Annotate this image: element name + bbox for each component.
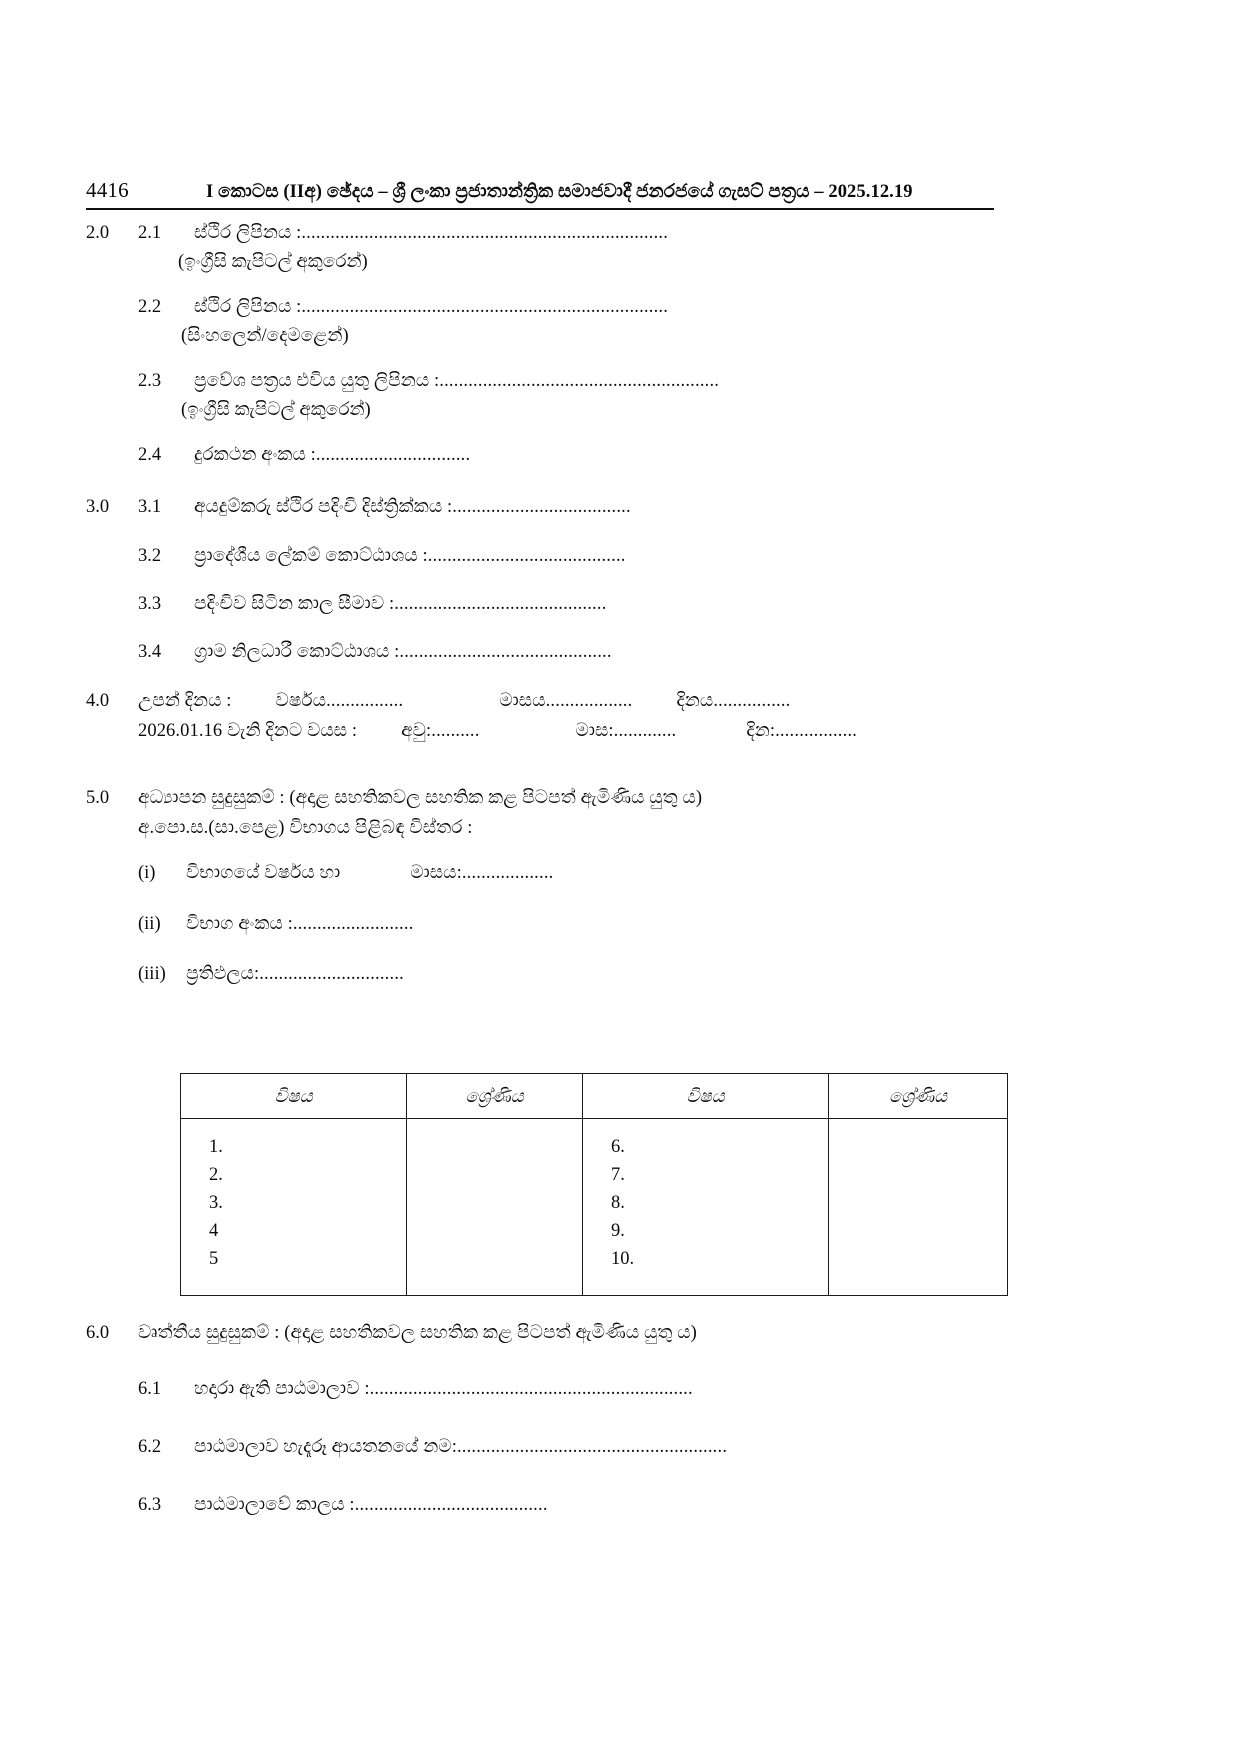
item-note-text-2-2: (සිංහලෙන්/දෙමළෙන්)	[181, 326, 349, 346]
item-number-2-3: 2.3	[138, 371, 162, 391]
subjects-grades-table	[180, 1073, 1008, 1296]
item-dots-2-1: ............................................................................	[301, 223, 669, 243]
item-number-5-i: (i)	[138, 863, 156, 883]
section-number-2-0: 2.0	[86, 223, 110, 243]
item-number-2-2: 2.2	[138, 297, 162, 317]
cell-grades-left[interactable]	[407, 1119, 583, 1296]
item-5-ii	[138, 913, 414, 936]
item-label-2-1: ස්ථිර ලිපිනය :	[194, 223, 302, 243]
item-5-iii	[138, 963, 404, 986]
item-label-2-2: ස්ථිර ලිපිනය :	[194, 297, 302, 317]
age-months-dots: .............	[613, 721, 677, 741]
item-dots-2-3: ..........................................................	[439, 371, 720, 391]
item-3-4	[138, 641, 612, 664]
item-note-2-1	[178, 251, 368, 274]
item-number-3-3: 3.3	[138, 594, 162, 614]
item-2-1	[86, 222, 668, 245]
item-dots-3-3: ............................................	[394, 594, 607, 614]
birth-date-label: උපන් දිනය :	[138, 691, 232, 711]
item-6-0-line1	[86, 1322, 697, 1345]
age-on-date-label: 2026.01.16 වැනි දිනට වයස :	[138, 721, 358, 741]
cell-grades-right[interactable]	[829, 1119, 1008, 1296]
item-dots-3-1: .....................................	[452, 497, 631, 517]
age-years-label: අවු:	[401, 721, 432, 741]
running-head	[86, 178, 1086, 203]
age-months-label: මාස:	[575, 721, 614, 741]
item-number-6-1: 6.1	[138, 1379, 162, 1399]
list-item: 3.	[209, 1193, 223, 1214]
item-5-0-line1	[86, 787, 702, 810]
header-rule	[86, 208, 994, 210]
item-number-6-3: 6.3	[138, 1495, 162, 1515]
age-days-dots: .................	[775, 721, 858, 741]
list-item: 7.	[611, 1165, 625, 1186]
age-days-label: දින:	[746, 721, 776, 741]
birth-year-label: වර්ෂය	[275, 691, 327, 711]
item-note-2-2	[181, 325, 349, 348]
list-item: 9.	[611, 1221, 625, 1242]
list-item: 8.	[611, 1193, 625, 1214]
table-header-row	[181, 1074, 1008, 1119]
column-header-subject-left: විෂය	[181, 1074, 407, 1119]
list-item: 1.	[209, 1137, 223, 1157]
item-dots-5-iii: ..............................	[259, 964, 404, 984]
item-label-2-4: දුරකථන අංකය :	[194, 445, 316, 465]
item-number-6-2: 6.2	[138, 1437, 162, 1457]
item-number-3-2: 3.2	[138, 546, 162, 566]
item-6-3	[138, 1494, 548, 1517]
cell-subjects-right[interactable]	[583, 1119, 829, 1296]
item-dots-6-3: ........................................	[354, 1495, 548, 1515]
item-label-6-3: පාඨමාලාවේ කාලය :	[194, 1495, 355, 1515]
item-label2-5-i: මාසය:	[410, 863, 462, 883]
item-dots-5-ii: .........................	[292, 914, 414, 934]
item-label-3-4: ග්‍රාම නිලධාරී කොට්ඨාශය :	[194, 642, 400, 662]
section-number-5-0: 5.0	[86, 788, 110, 808]
birth-month-label: මාසය	[499, 691, 546, 711]
item-dots-5-i: ...................	[461, 863, 554, 883]
list-item: 5	[209, 1249, 219, 1270]
birth-year-dots: ................	[326, 691, 404, 711]
item-5-0-line2	[138, 817, 472, 840]
item-label-5-iii: ප්‍රතිඵලය:	[186, 964, 260, 984]
column-header-grade-left: ශ්‍රේණිය	[407, 1074, 583, 1119]
item-4-0-line2	[138, 720, 857, 743]
item-dots-6-1: ...................................................................	[369, 1379, 693, 1399]
birth-day-dots: ................	[713, 691, 791, 711]
item-label-6-1: හදාරා ඇති පාඨමාලාව :	[194, 1379, 370, 1399]
cell-subjects-left[interactable]	[181, 1119, 407, 1296]
item-number-3-4: 3.4	[138, 642, 162, 662]
column-header-subject-right: විෂය	[583, 1074, 829, 1119]
list-item: 10.	[611, 1249, 635, 1270]
professional-qualifications-label: වෘත්තීය සුදුසුකම් : (අදාළ සහතිකවල සහතික කළ පිටපත් ඇමිණිය යුතු ය)	[138, 1323, 697, 1343]
item-label-6-2: පාඨමාලාව හැදෑරූ ආයතනයේ නම:	[194, 1437, 457, 1457]
item-dots-3-4: ............................................	[399, 642, 612, 662]
list-item: 2.	[209, 1165, 223, 1186]
item-2-3	[138, 370, 719, 393]
item-4-0-line1	[86, 690, 791, 713]
item-6-1	[138, 1378, 693, 1401]
list-item: 4	[209, 1221, 219, 1242]
item-dots-3-2: .........................................	[427, 546, 626, 566]
item-2-4	[138, 444, 470, 467]
item-3-2	[138, 545, 626, 568]
ol-exam-details-label: අ.පො.ස.(සා.පෙළ) විභාගය පිළිබඳ විස්තර :	[138, 818, 473, 838]
item-number-5-iii: (iii)	[138, 964, 166, 984]
item-dots-2-4: ................................	[315, 445, 471, 465]
page-folio-number: 4416	[86, 178, 129, 202]
item-note-text-2-1: (ඉංග්‍රීසි කැපිටල් අකුරෙන්)	[178, 252, 368, 272]
item-label-5-ii: විභාග අංකය :	[186, 914, 293, 934]
item-note-text-2-3: (ඉංග්‍රීසි කැපිටල් අකුරෙන්)	[181, 400, 371, 420]
item-number-5-ii: (ii)	[138, 914, 161, 934]
section-number-3-0: 3.0	[86, 497, 110, 517]
item-6-2	[138, 1436, 727, 1459]
item-number-2-4: 2.4	[138, 445, 162, 465]
item-note-2-3	[181, 399, 371, 422]
item-3-3	[138, 593, 607, 616]
item-number-2-1: 2.1	[138, 223, 162, 243]
list-item: 6.	[611, 1137, 625, 1157]
birth-day-label: දිනය	[676, 691, 714, 711]
table-row	[181, 1119, 1008, 1296]
item-2-2	[138, 296, 668, 319]
item-label-3-1: අයදුම්කරු ස්ථිර පදිංචි දිස්ත්‍රික්කය :	[194, 497, 453, 517]
birth-month-dots: ..................	[545, 691, 633, 711]
item-label-2-3: ප්‍රවේශ පත්‍රය එවිය යුතු ලිපිනය :	[194, 371, 440, 391]
section-number-6-0: 6.0	[86, 1323, 110, 1343]
item-label-5-i: විභාගයේ වර්ෂය හා	[186, 863, 341, 883]
item-number-3-1: 3.1	[138, 497, 162, 517]
item-5-i	[138, 862, 554, 885]
item-dots-2-2: ............................................................................	[301, 297, 669, 317]
age-years-dots: ..........	[431, 721, 480, 741]
item-label-3-3: පදිංචිව සිටින කාල සීමාව :	[194, 594, 395, 614]
column-header-grade-right: ශ්‍රේණිය	[829, 1074, 1008, 1119]
item-label-3-2: ප්‍රාදේශීය ලේකම් කොට්ඨාශය :	[194, 546, 428, 566]
subject-number-list-left	[209, 1133, 406, 1274]
running-head-title: I කොටස (IIඅ) ඡේදය – ශ්‍රී ලංකා ප්‍රජාතාන්ත්‍රික සමාජවාදී ජනරජයේ ගැසට් පත්‍රය – 2025.12.19	[206, 182, 913, 202]
subject-number-list-right	[611, 1133, 828, 1274]
section-number-4-0: 4.0	[86, 691, 110, 711]
item-3-1	[86, 496, 631, 519]
education-qualifications-label: අධ්‍යාපන සුදුසුකම් : (අදාළ සහතිකවල සහතික කළ පිටපත් ඇමිණිය යුතු ය)	[138, 788, 703, 808]
item-dots-6-2: ........................................................	[456, 1437, 728, 1457]
